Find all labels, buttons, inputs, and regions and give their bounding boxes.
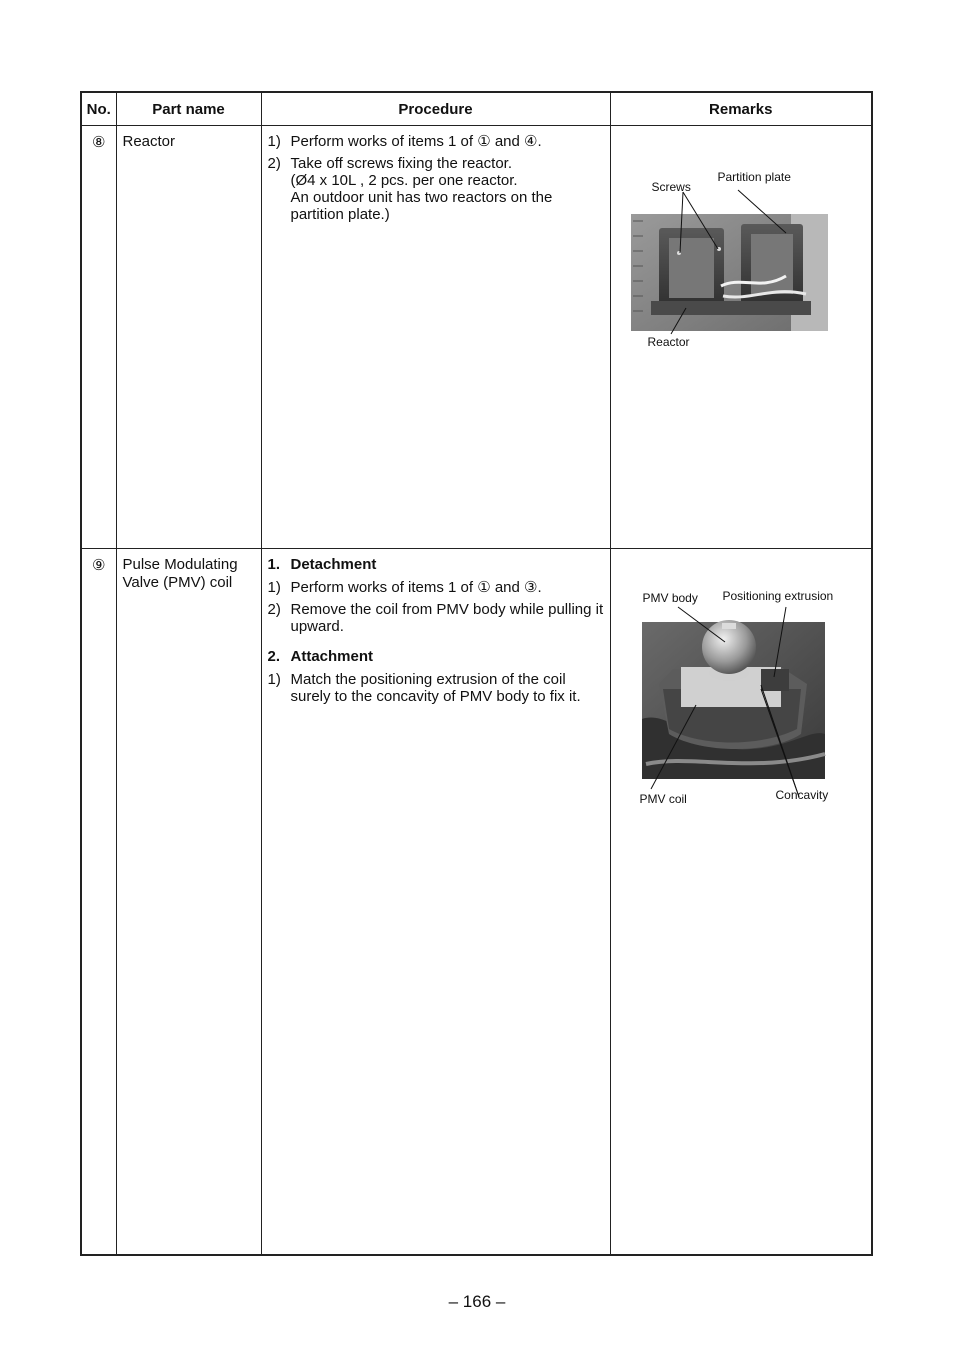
label-pmv-coil: PMV coil bbox=[639, 792, 687, 806]
procedure-step: 1) Perform works of items 1 of ① and ③. bbox=[267, 579, 542, 596]
section-heading-attachment: 2. Attachment bbox=[267, 648, 374, 665]
header-remarks: Remarks bbox=[610, 92, 872, 126]
procedure-cell bbox=[261, 126, 610, 549]
disassembly-table bbox=[80, 91, 873, 1256]
procedure-step-note: An outdoor unit has two reactors on the partition plate.) bbox=[290, 189, 553, 223]
table-row bbox=[81, 549, 872, 1256]
procedure-step: 2) Take off screws fixing the reactor. bbox=[267, 155, 512, 172]
procedure-step: 2) Remove the coil from PMV body while pulling it upward. bbox=[267, 601, 604, 635]
pmv-photo bbox=[611, 549, 873, 809]
row-number: ⑨ bbox=[81, 549, 116, 1256]
row-number: ⑧ bbox=[81, 126, 116, 549]
table-row bbox=[81, 126, 872, 549]
header-no: No. bbox=[81, 92, 116, 126]
section-heading-detachment: 1. Detachment bbox=[267, 556, 377, 573]
header-procedure: Procedure bbox=[261, 92, 610, 126]
header-part-name: Part name bbox=[116, 92, 261, 126]
header-row bbox=[81, 92, 872, 126]
remarks-cell bbox=[610, 126, 872, 549]
label-partition-plate: Partition plate bbox=[717, 170, 791, 184]
label-concavity: Concavity bbox=[775, 788, 829, 802]
procedure-step: 1) Perform works of items 1 of ① and ④. bbox=[267, 133, 542, 150]
page-number: – 166 – bbox=[448, 1292, 506, 1311]
reactor-photo bbox=[611, 126, 873, 366]
procedure-step: 1) Match the positioning extrusion of the coil surely to the concavity of PMV body to fix it. bbox=[267, 671, 581, 705]
procedure-cell bbox=[261, 549, 610, 1256]
label-positioning-extrusion: Positioning extrusion bbox=[722, 589, 834, 603]
remarks-cell bbox=[610, 549, 872, 1256]
part-name: Reactor bbox=[116, 126, 261, 549]
procedure-step-note: (Ø4 x 10L , 2 pcs. per one reactor. bbox=[290, 172, 518, 189]
label-screws: Screws bbox=[651, 180, 691, 194]
label-pmv-body: PMV body bbox=[642, 591, 698, 605]
label-reactor: Reactor bbox=[647, 335, 690, 349]
part-name: Pulse Modulating Valve (PMV) coil bbox=[116, 549, 261, 1256]
